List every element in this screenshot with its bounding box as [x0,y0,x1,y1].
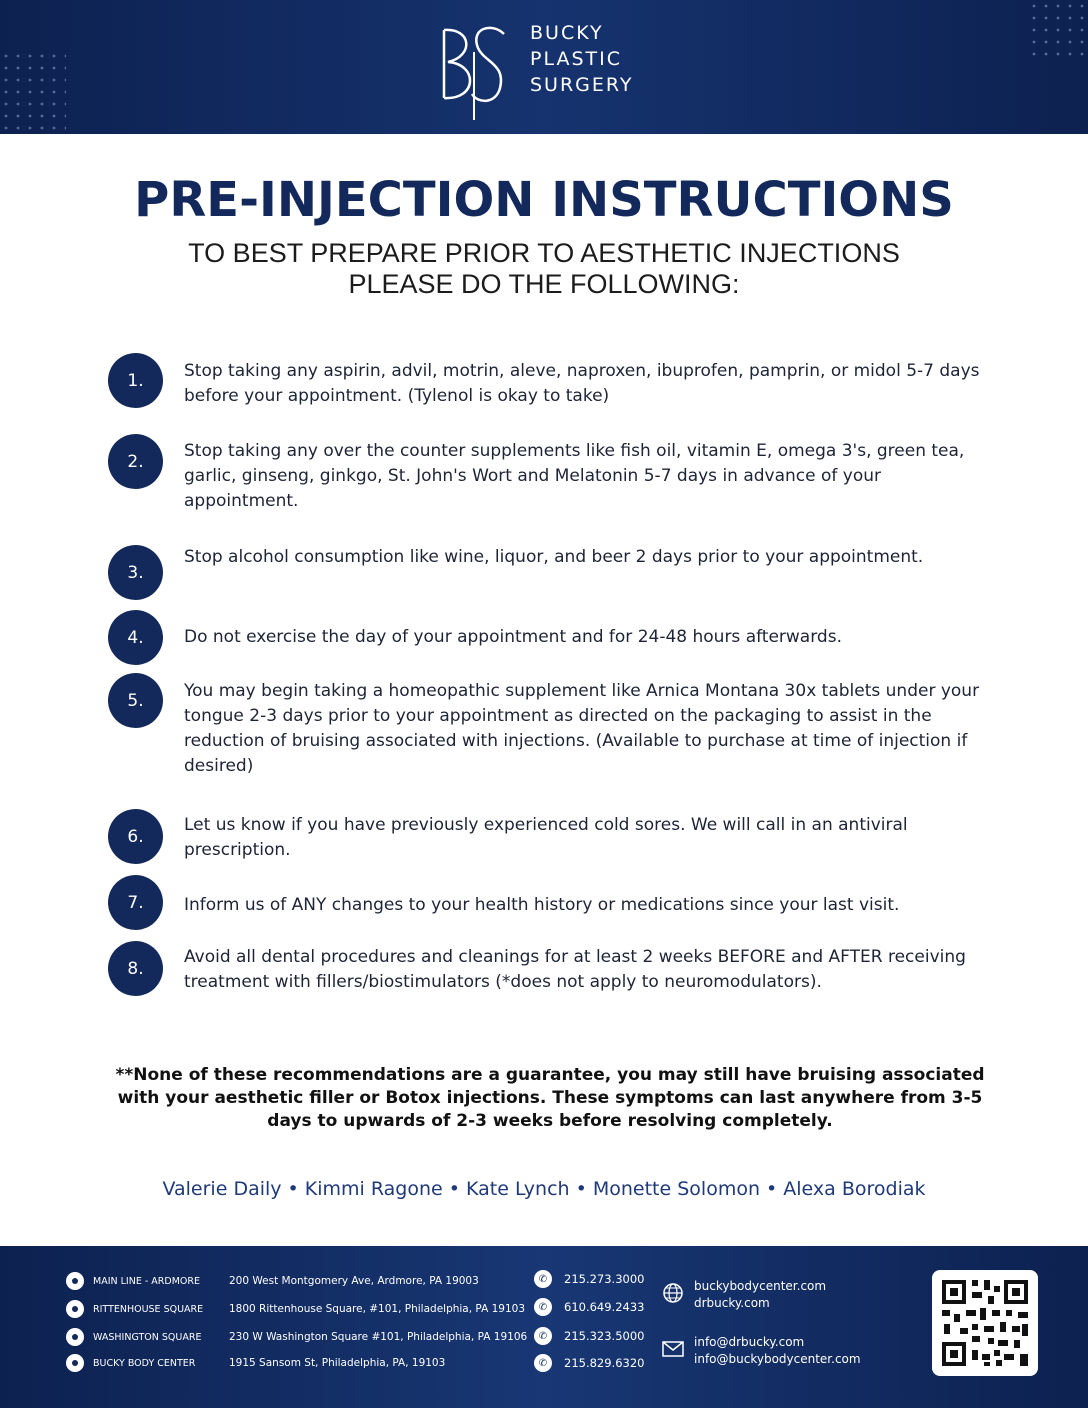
item-number-badge: 7. [108,875,163,930]
item-text: Avoid all dental procedures and cleanings for at least 2 weeks BEFORE and AFTER receiving treatment with fillers/biostimulators (*does not apply to neuromodulators). [184,947,966,992]
item-number-badge: 8. [108,941,163,996]
phone-icon: ✆ [534,1270,552,1288]
item-text: Inform us of ANY changes to your health history or medications since your last visit. [184,895,900,915]
item-text: Stop taking any over the counter supplements like fish oil, vitamin E, omega 3's, green tea, garlic, ginseng, ginkgo, St. John's Wort and Melatonin 5-7 days in advance of your appointment. [184,441,965,511]
page-subtitle [0,238,1088,300]
item-text: Do not exercise the day of your appointment and for 24-48 hours afterwards. [184,627,842,647]
website-link[interactable]: buckybodycenter.com [694,1279,827,1293]
item-number-badge: 2. [108,434,163,489]
envelope-icon [662,1338,684,1360]
item-number-badge: 6. [108,809,163,864]
qr-code-icon [932,1270,1038,1376]
decorative-dots [0,50,66,134]
header-banner [0,0,1088,134]
phone-icon: ✆ [534,1327,552,1345]
location-name: MAIN LINE - ARDMORE [93,1275,200,1287]
map-pin-icon [66,1300,84,1318]
page-title: PRE-INJECTION INSTRUCTIONS [134,172,954,228]
location-row [66,1298,525,1320]
phone-row [534,1268,644,1290]
phone-number[interactable]: 215.829.6320 [564,1356,645,1370]
location-name: BUCKY BODY CENTER [93,1357,196,1369]
logo-line: BUCKY [530,22,604,44]
phone-row [534,1352,644,1374]
disclaimer-note: **None of these recommendations are a guarantee, you may still have bruising associated with your aesthetic filler or Botox injections. These symptoms can last anywhere from 3-5 days to upwards of 2-3 weeks before resolving completely. [115,1065,985,1131]
location-address: 1915 Sansom St, Philadelphia, PA, 19103 [229,1357,446,1369]
phone-number[interactable]: 610.649.2433 [564,1300,645,1314]
map-pin-icon [66,1328,84,1346]
location-row [66,1270,479,1292]
location-name: WASHINGTON SQUARE [93,1331,202,1343]
email-link[interactable]: info@drbucky.com [694,1335,805,1349]
website-link[interactable]: drbucky.com [694,1296,770,1310]
item-number-badge: 1. [108,353,163,408]
qr-code[interactable] [932,1270,1038,1376]
staff-names: Valerie Daily • Kimmi Ragone • Kate Lynch • Monette Solomon • Alexa Borodiak [162,1178,926,1200]
logo-line: SURGERY [530,74,634,96]
logo-wordmark [530,20,634,98]
location-address: 200 West Montgomery Ave, Ardmore, PA 19003 [229,1275,479,1287]
item-text: You may begin taking a homeopathic supplement like Arnica Montana 30x tablets under your tongue 2-3 days prior to your appointment as directed on the packaging to assist in the reduction of bruising associated with injections. (Available to purchase at time of injection if desired) [184,681,980,776]
location-address: 1800 Rittenhouse Square, #101, Philadelphia, PA 19103 [229,1303,526,1315]
item-number-badge: 3. [108,545,163,600]
phone-row [534,1296,644,1318]
location-row [66,1326,527,1348]
logo-line: PLASTIC [530,48,623,70]
phone-icon: ✆ [534,1354,552,1372]
phone-row [534,1325,644,1347]
location-address: 230 W Washington Square #101, Philadelphia, PA 19106 [229,1331,528,1343]
map-pin-icon [66,1354,84,1372]
item-text: Stop taking any aspirin, advil, motrin, aleve, naproxen, ibuprofen, pamprin, or midol 5-7 days before your appointment. (Tylenol is okay to take) [184,361,980,406]
subtitle-line: PLEASE DO THE FOLLOWING: [348,269,740,299]
globe-icon [662,1282,684,1304]
item-number-badge: 4. [108,610,163,665]
phone-number[interactable]: 215.273.3000 [564,1272,645,1286]
phone-number[interactable]: 215.323.5000 [564,1329,645,1343]
item-text: Let us know if you have previously experienced cold sores. We will call in an antiviral prescription. [184,815,908,860]
item-text: Stop alcohol consumption like wine, liquor, and beer 2 days prior to your appointment. [184,547,924,567]
email-link[interactable]: info@buckybodycenter.com [694,1352,861,1366]
bucky-logo-icon [434,18,514,122]
item-number-badge: 5. [108,673,163,728]
map-pin-icon [66,1272,84,1290]
location-name: RITTENHOUSE SQUARE [93,1303,204,1315]
decorative-dots [1028,0,1088,60]
subtitle-line: TO BEST PREPARE PRIOR TO AESTHETIC INJECTIONS [188,238,900,268]
phone-icon: ✆ [534,1298,552,1316]
footer-banner [0,1246,1088,1408]
location-row [66,1352,445,1374]
